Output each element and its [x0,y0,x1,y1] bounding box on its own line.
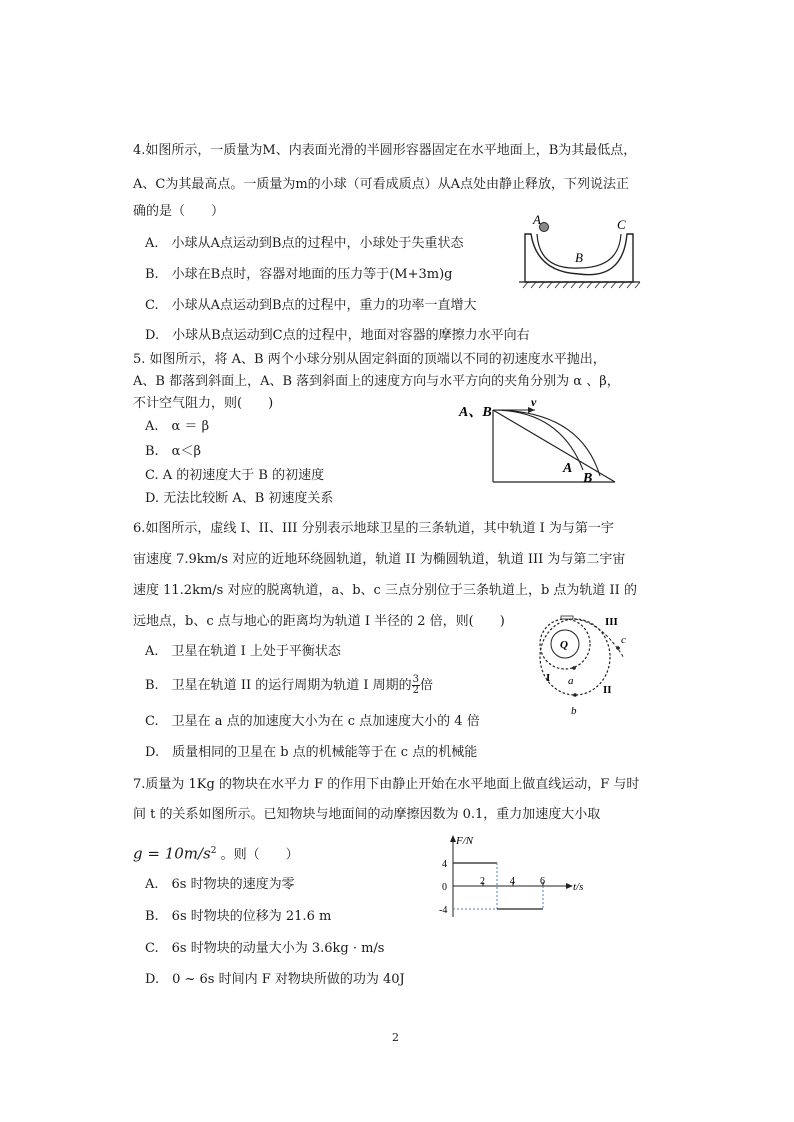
q4-label-b: B [575,250,583,265]
q7-y-axis-label: F/N [456,835,474,847]
q7-tick-y0: 0 [442,882,447,893]
q4-option-b: B. 小球在B点时，容器对地面的压力等于(M+3m)g [145,267,453,282]
q7-stem-line1: 7.质量为 1Kg 的物块在水平力 F 的作用下由静止开始在水平地面上做直线运动，F 与时 [133,777,640,792]
q7-option-c: C. 6s 时物块的动量大小为 3.6kg · m/s [145,941,385,956]
q7-x-axis-label: t/s [573,881,584,893]
q4-option-a: A. 小球从A点运动到B点的过程中，小球处于失重状态 [145,236,464,251]
q5-stem-line3: 不计空气阻力，则( ) [133,396,274,411]
q5-option-b: B. α＜β [145,444,201,459]
q5-label-b: B [583,471,593,486]
q7-tick-x4: 4 [510,876,515,887]
q6-option-d: D. 质量相同的卫星在 b 点的机械能等于在 c 点的机械能 [145,745,478,760]
q6-label-b: b [571,705,577,717]
q4-stem-line1: 4.如图所示，一质量为M、内表面光滑的半圆形容器固定在水平地面上，B为其最低点， [133,143,637,158]
q6-stem-line3: 速度 11.2km/s 对应的脱离轨道，a、b、c 三点分别位于三条轨道上，b 点为轨道 II 的 [133,583,637,598]
q6-label-q: Q [560,639,568,651]
q5-label-a: A [563,461,573,476]
q7-tick-yneg4: -4 [439,905,448,916]
q6-option-b [145,675,433,696]
q7-stem-line2: 间 t 的关系如图所示。已知物块与地面间的动摩擦因数为 0.1，重力加速度大小取 [133,807,601,822]
q4-stem-line3: 确的是（ ） [133,204,225,219]
q7-option-a: A. 6s 时物块的速度为零 [145,877,295,892]
q6-option-b-text: B. 卫星在轨道 II 的运行周期为轨道 I 周期的 [145,678,412,693]
q4-option-c: C. 小球从A点运动到B点的过程中，重力的功率一直增大 [145,298,477,313]
q6-option-a: A. 卫星在轨道 I 上处于平衡状态 [145,644,341,659]
q7-option-b: B. 6s 时物块的位移为 21.6 m [145,909,332,924]
q5-option-a: A. α ＝ β [145,419,210,434]
q6-label-iii: III [605,616,618,628]
q6-label-ii: II [603,684,612,696]
q6-fraction [412,675,420,696]
q5-stem-line2: A、B 都落到斜面上，A、B 落到斜面上的速度方向与水平方向的夹角分别为 α 、β， [133,374,620,389]
q5-option-d: D. 无法比较断 A、B 初速度关系 [145,491,334,506]
q6-label-c: c [621,634,626,646]
q7-g-line [133,843,299,863]
q7-force-graph [425,832,595,922]
q6-option-b-suffix: 倍 [420,678,434,693]
q6-option-c: C. 卫星在 a 点的加速度大小为在 c 点加速度大小的 4 倍 [145,714,480,729]
q5-incline-figure [455,396,620,488]
q7-tick-y4: 4 [442,859,447,870]
q6-fraction-num: 3 [412,674,419,685]
page-number: 2 [392,1031,399,1044]
q6-stem-line2: 宙速度 7.9km/s 对应的近地环绕圆轨道，轨道 II 为椭圆轨道，轨道 III 为与第二宇宙 [133,552,626,567]
q4-stem-line2: A、C为其最高点。一质量为m的小球（可看成质点）从A点处由静止释放，下列说法正 [133,177,630,192]
q4-option-d: D. 小球从B点运动到C点的过程中，地面对容器的摩擦力水平向右 [145,328,530,343]
q5-option-c: C. A 的初速度大于 B 的初速度 [145,468,325,483]
q7-option-d: D. 0 ~ 6s 时间内 F 对物块所做的功为 40J [145,972,405,987]
q6-fraction-den: 2 [412,685,419,696]
q6-stem-line4: 远地点，b、c 点与地心的距离均为轨道 I 半径的 2 倍，则( ) [133,614,505,629]
q7-g-exponent: 2 [210,846,217,856]
q4-label-c: C [617,217,626,232]
q4-label-a: A [533,212,541,227]
q6-stem-line1: 6.如图所示，虚线 I、II、III 分别表示地球卫星的三条轨道，其中轨道 I 为与第一宇 [133,521,614,536]
q5-label-ab: A、B [459,405,492,420]
q5-stem-line1: 5. 如图所示，将 A、B 两个小球分别从固定斜面的顶端以不同的初速度水平抛出， [133,352,606,367]
q6-label-a: a [568,675,574,687]
q7-g-tail: 。则（ ） [216,847,299,863]
q7-tick-x6: 6 [540,876,545,887]
q6-orbit-figure [520,610,640,718]
q5-label-v: v [531,396,537,409]
q4-container-figure [515,212,650,292]
q6-label-i: I [546,672,551,684]
q7-tick-x2: 2 [480,876,485,887]
q7-g-value: g = 10m/s [133,844,211,863]
